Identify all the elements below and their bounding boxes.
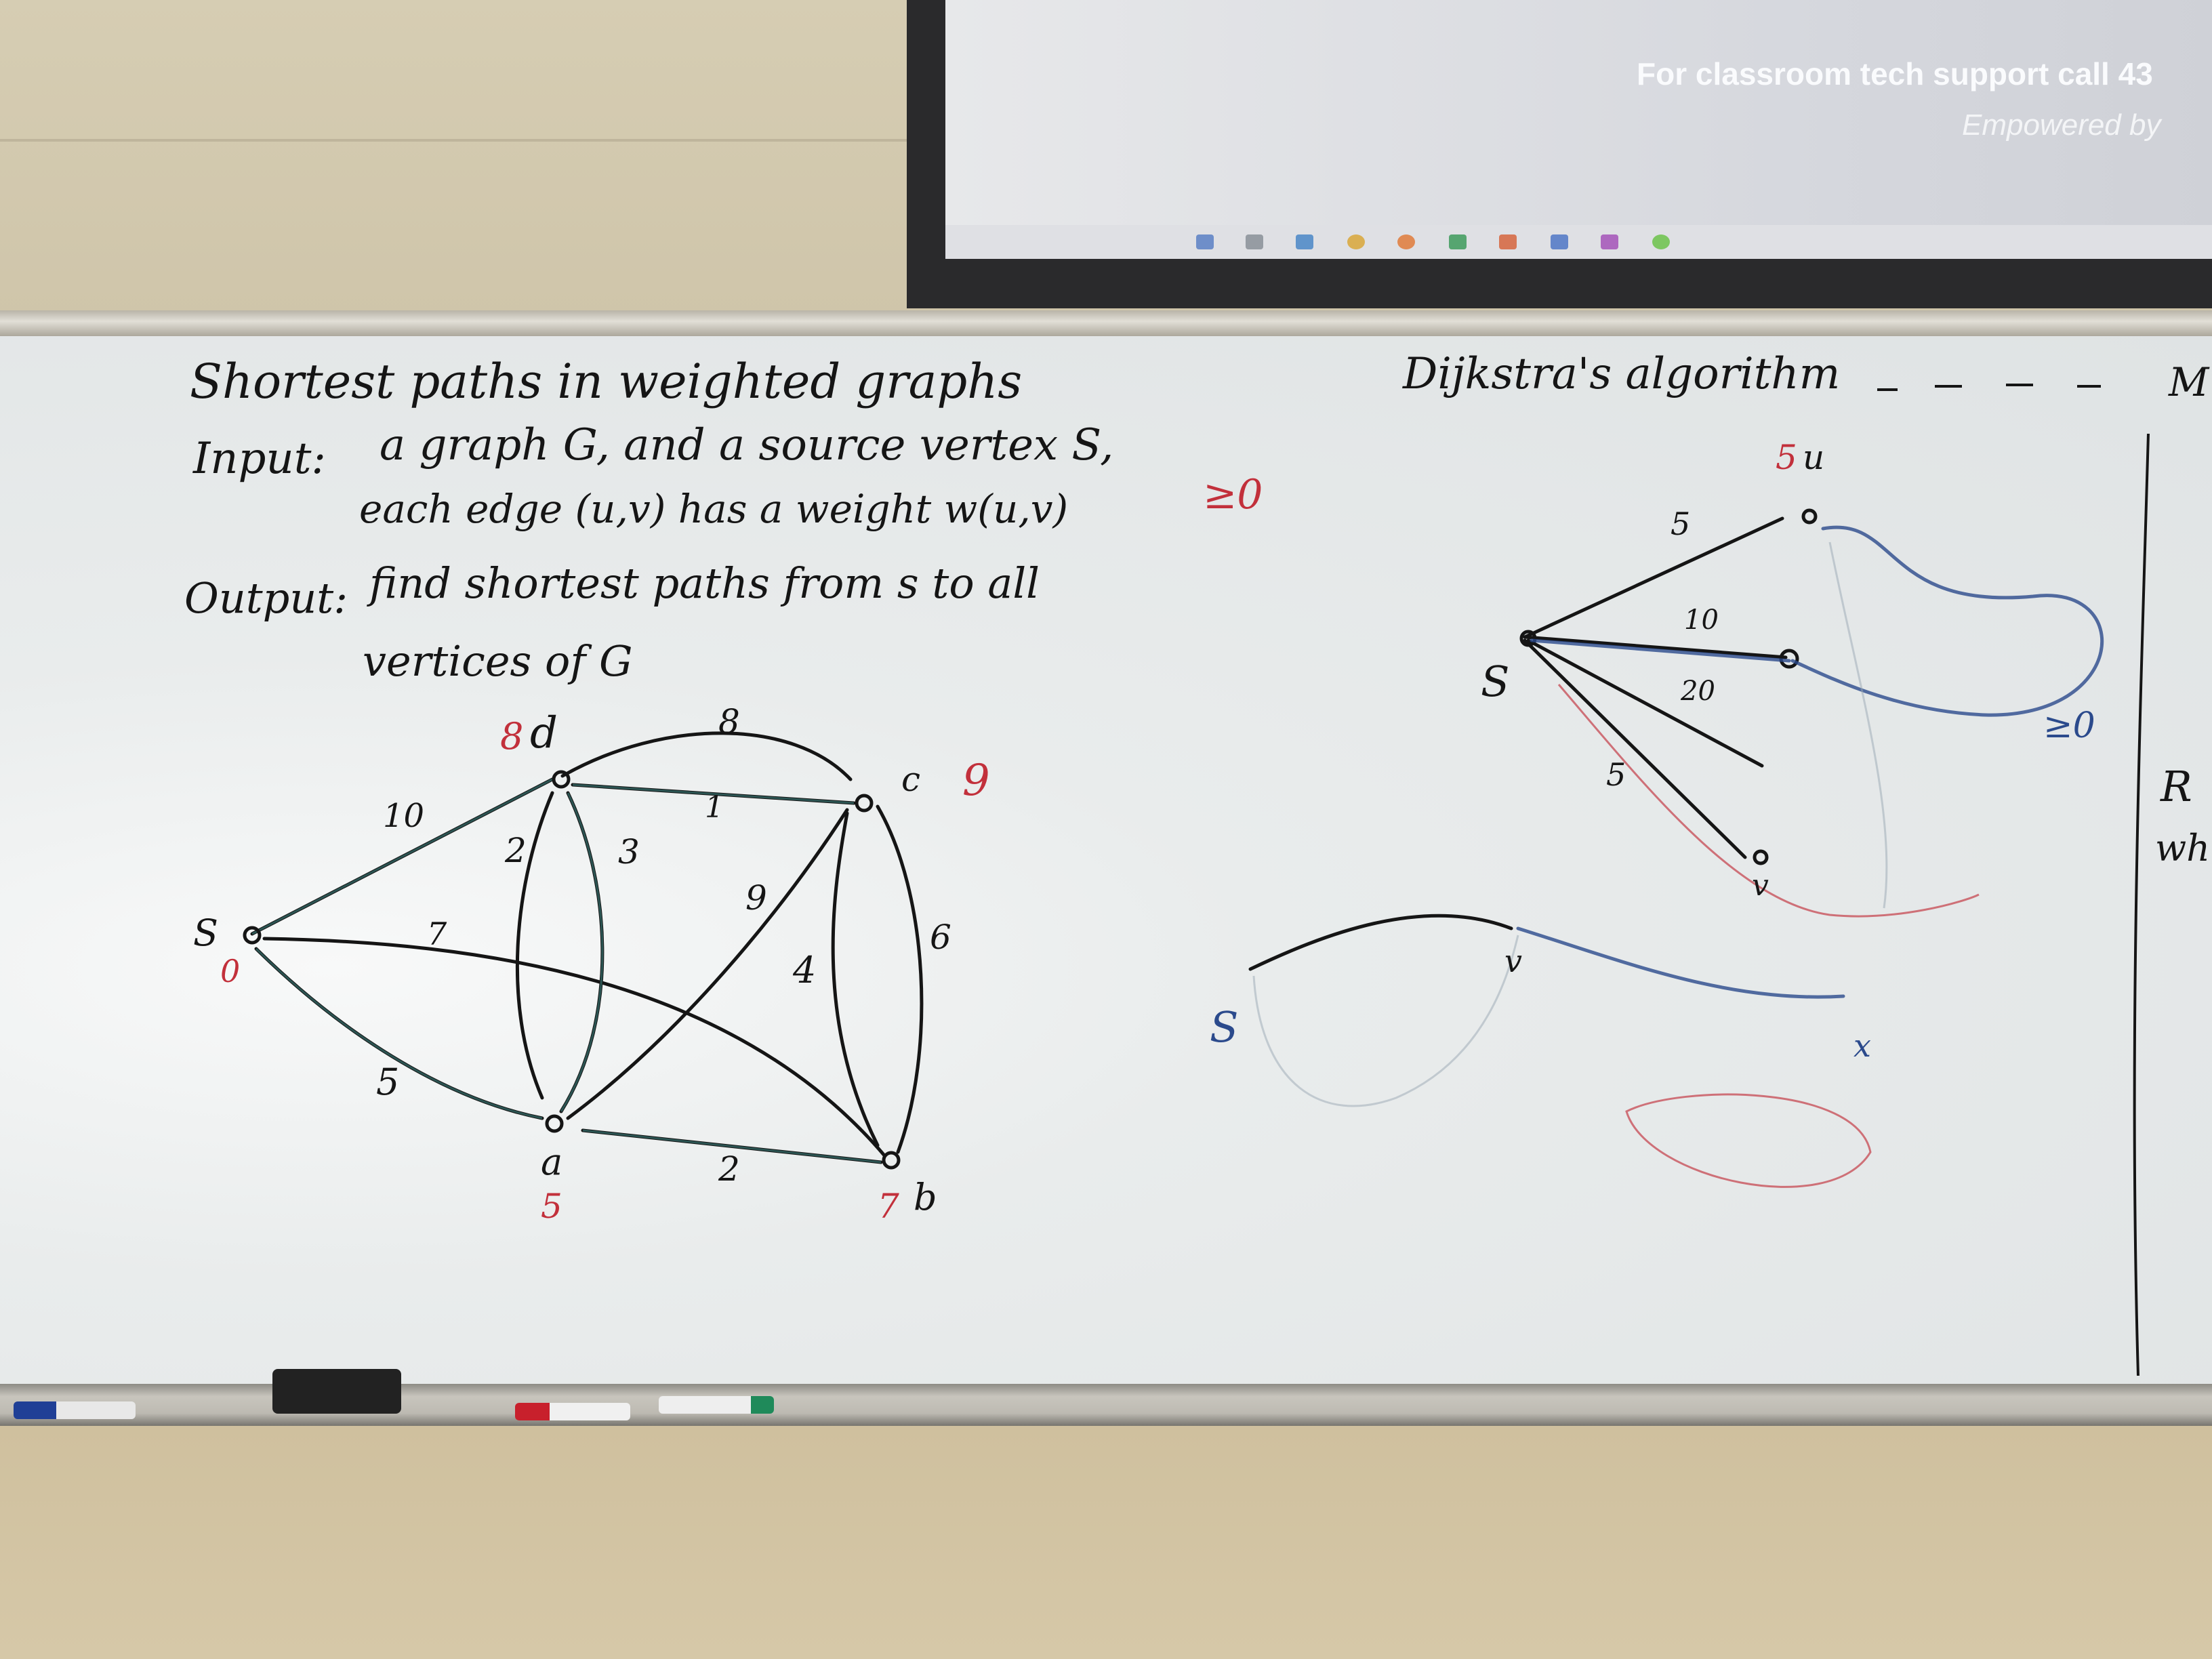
weight-c-b: 6 — [930, 918, 951, 957]
output-line1: find shortest paths from s to all — [369, 558, 1040, 608]
node-label-a: a — [541, 1141, 563, 1183]
screen-support-text: For classroom tech support call 43 — [1637, 56, 2153, 91]
weight-s-d: 10 — [383, 797, 425, 835]
node-label-b: b — [914, 1176, 937, 1218]
weight-c-d: 1 — [705, 790, 724, 825]
left-title: Shortest paths in weighted graphs — [190, 354, 1023, 409]
weight-d-c-top: 8 — [718, 702, 740, 741]
node-label-s-right: S — [1481, 657, 1510, 706]
input-line1: a graph G, and a source vertex S, — [380, 420, 1114, 470]
output-line2: vertices of G — [363, 636, 633, 686]
input-label: Input: — [193, 434, 326, 484]
dist-c: 9 — [962, 756, 990, 806]
dist-d: 8 — [500, 715, 524, 758]
dist-u: 5 — [1776, 438, 1797, 477]
weight-s-a: 5 — [376, 1061, 400, 1103]
edge-text-m: M — [2169, 359, 2209, 405]
node-label-s: S — [193, 912, 218, 954]
output-label: Output: — [184, 573, 348, 623]
input-line2: each edge (u,v) has a weight w(u,v) — [359, 486, 1069, 532]
weight-a-b: 2 — [718, 1149, 740, 1189]
path-label-x: x — [1853, 1027, 1871, 1064]
weight-s-u: 5 — [1671, 506, 1691, 542]
edge-text-r: R — [2160, 762, 2192, 811]
edge-text-wh: wh — [2155, 827, 2210, 869]
right-title: Dijkstra's algorithm — [1403, 349, 1841, 399]
dist-s: 0 — [220, 953, 241, 989]
dist-a: 5 — [541, 1187, 562, 1226]
node-label-u: u — [1803, 438, 1825, 477]
weight-d-a: 3 — [618, 832, 640, 872]
path-label-s: S — [1210, 1002, 1239, 1052]
weight-s-v: 5 — [1606, 756, 1626, 793]
input-constraint: ≥0 — [1203, 471, 1263, 518]
weight-a-c: 9 — [745, 878, 767, 918]
weight-s-3: 20 — [1681, 676, 1715, 707]
node-label-v: v — [1752, 868, 1769, 903]
weight-b-s: 7 — [427, 916, 447, 952]
dist-b: 7 — [878, 1187, 899, 1226]
weight-a-d: 2 — [505, 831, 527, 870]
weight-s-2: 10 — [1684, 605, 1719, 636]
ge-zero-label: ≥0 — [2043, 705, 2095, 746]
node-label-d: d — [530, 708, 558, 758]
path-label-v: v — [1504, 943, 1522, 979]
weight-b-c: 4 — [793, 949, 817, 991]
screen-empowered-text: Empowered by — [1962, 108, 2161, 142]
node-label-c: c — [901, 760, 921, 799]
